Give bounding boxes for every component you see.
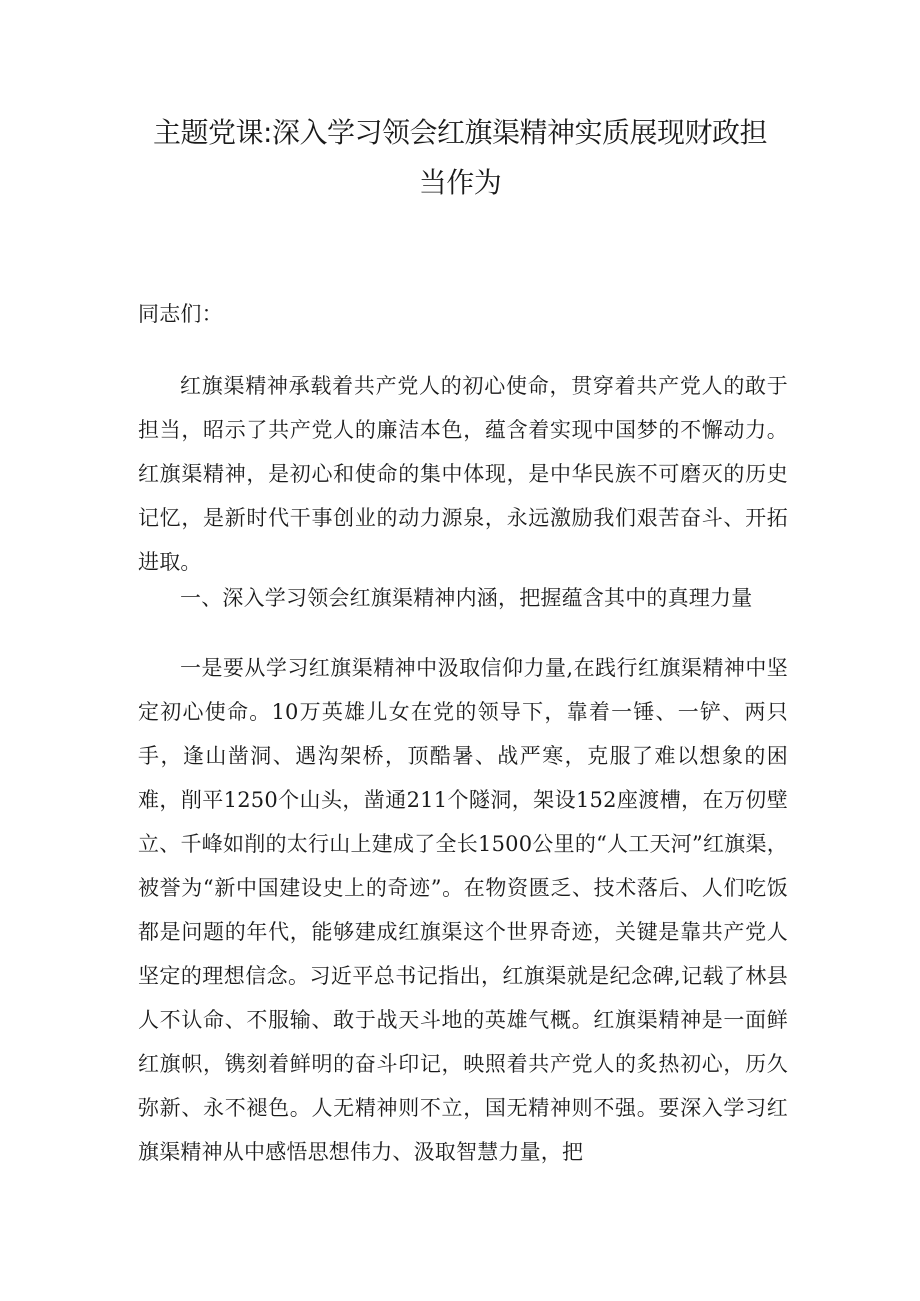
title-line-1: 主题党课:深入学习领会红旗渠精神实质展现财政担 bbox=[153, 116, 767, 149]
section-heading-1: 一、深入学习领会红旗渠精神内涵，把握蕴含其中的真理力量 bbox=[180, 586, 753, 610]
document-title bbox=[150, 108, 770, 208]
paragraph-point-1: 一是要从学习红旗渠精神中汲取信仰力量,在践行红旗渠精神中坚定初心使命。10万英雄儿女在党的领导下，靠着一锤、一铲、两只手，逢山凿洞、遇沟架桥，顶酷暑、战严寒，克服了难以想象的困难，削平1250个山头，凿通211个隧洞，架设152座渡槽，在万仞壁立、千峰如削的太行山上建成了全长1500公里的“人工天河”红旗渠，被誉为“新中国建设史上的奇迹”。在物资匮乏、技术落后、人们吃饭都是问题的年代，能够建成红旗渠这个世界奇迹，关键是靠共产党人坚定的理想信念。习近平总书记指出，红旗渠就是纪念碑,记载了林县人不认命、不服输、敢于战天斗地的英雄气概。红旗渠精神是一面鲜红旗帜，镌刻着鲜明的奋斗印记，映照着共产党人的炙热初心，历久弥新、永不褪色。人无精神则不立，国无精神则不强。要深入学习红旗渠精神从中感悟思想伟力、汲取智慧力量，把 bbox=[138, 656, 788, 1164]
title-line-2: 当作为 bbox=[418, 166, 502, 199]
paragraph-intro: 红旗渠精神承载着共产党人的初心使命，贯穿着共产党人的敢于担当，昭示了共产党人的廉洁本色，蕴含着实现中国梦的不懈动力。红旗渠精神，是初心和使命的集中体现，是中华民族不可磨灭的历史记忆，是新时代干事创业的动力源泉，永远激励我们艰苦奋斗、开拓进取。 bbox=[138, 374, 788, 574]
salutation: 同志们： bbox=[138, 302, 223, 326]
